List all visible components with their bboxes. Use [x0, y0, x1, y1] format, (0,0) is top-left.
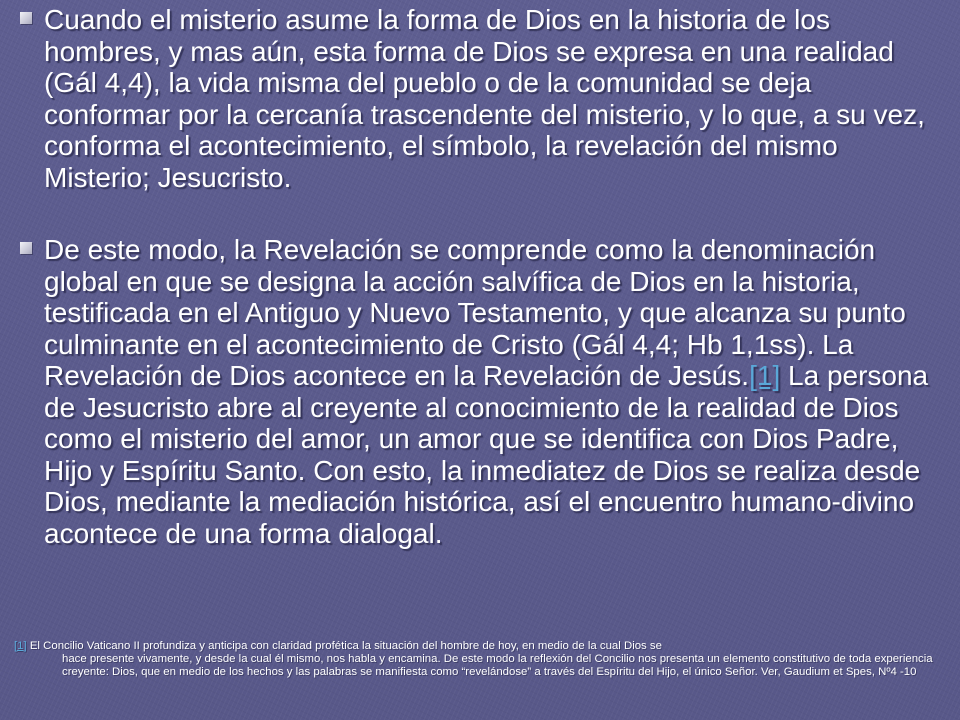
square-bullet-icon: [20, 12, 32, 24]
footnote-continuation: hace presente vivamente, y desde la cual él mismo, nos habla y encamina. De este modo la reflexión del Concilio nos presenta un elemento constitutivo de toda experiencia creyente: Dios, que en medio de los hechos y las palabras se manifiesta como “revelándose” a través del Espíritu del Hijo, el único Señor. Ver, Gaudium et Spes, Nº4 -10: [62, 653, 933, 678]
footnote: [14, 640, 944, 679]
footnote-ref-link[interactable]: [1]: [749, 360, 781, 391]
bullet-text-2-before-ref: De este modo, la Revelación se comprende como la denominación global en que se designa la acción salvífica de Dios en la historia, testificada en el Antiguo y Nuevo Testamento, y que alcanza su punto culminante en el acontecimiento de Cristo (Gál 4,4; Hb 1,1ss). La Revelación de Dios acontece en la Revelación de Jesús.: [44, 234, 906, 391]
bullet-item-2: [20, 234, 950, 549]
bullet-text-2-after-ref: La persona de Jesucristo abre al creyente al conocimiento de la realidad de Dios como el misterio del amor, un amor que se identifica con Dios Padre, Hijo y Espíritu Santo. Con esto, la inmediatez de Dios se realiza desde Dios, mediante la mediación histórica, así el encuentro humano-divino acontece de una forma dialogal.: [44, 360, 929, 549]
bullet-item-1: [20, 4, 950, 193]
bullet-text-2: [44, 234, 934, 549]
square-bullet-icon: [20, 242, 32, 254]
footnote-first-line: El Concilio Vaticano II profundiza y anticipa con claridad profética la situación del hombre de hoy, en medio de la cual Dios se: [26, 640, 662, 652]
bullet-text-1: Cuando el misterio asume la forma de Dios en la historia de los hombres, y mas aún, esta forma de Dios se expresa en una realidad (Gál 4,4), la vida misma del pueblo o de la comunidad se deja conformar por la cercanía trascendente del misterio, y lo que, a su vez, conforma el acontecimiento, el símbolo, la revelación del mismo Misterio; Jesucristo.: [44, 4, 925, 193]
footnote-backref-link[interactable]: [1]: [14, 640, 27, 652]
